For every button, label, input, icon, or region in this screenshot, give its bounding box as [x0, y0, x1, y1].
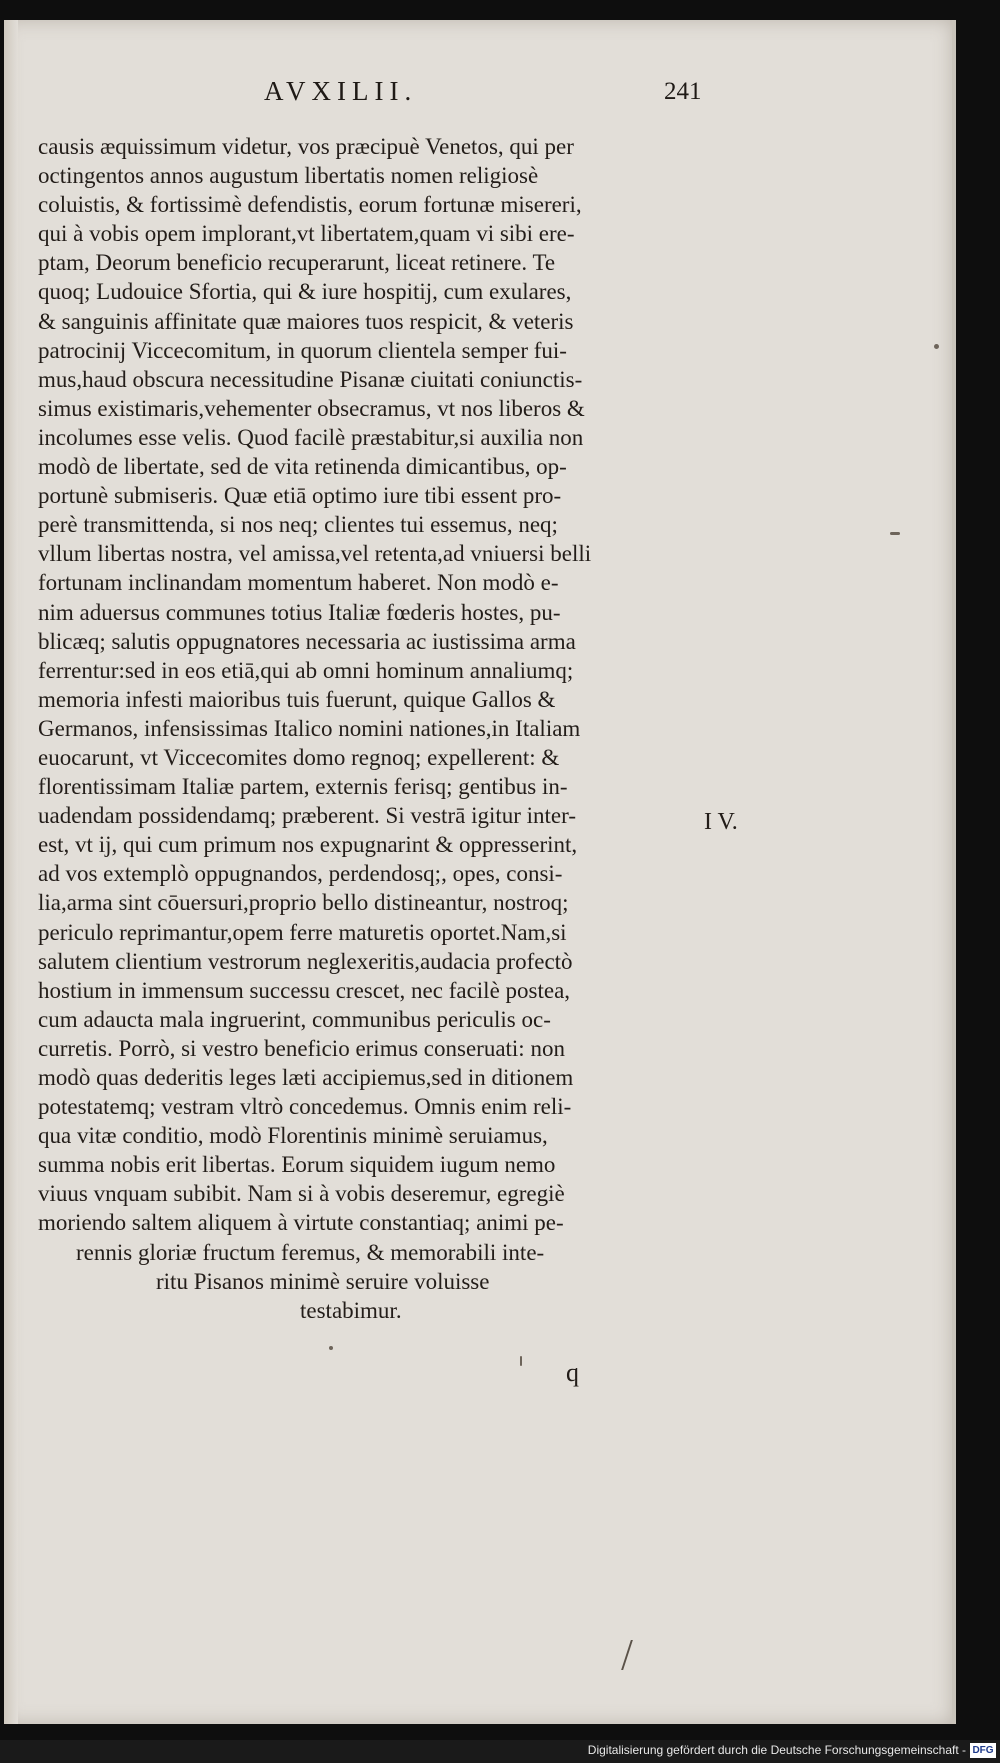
- text-line: potestatemq; vestram vltrò concedemus. Omnis enim reli-: [38, 1094, 572, 1120]
- ink-speck: [890, 532, 900, 535]
- text-line: vllum libertas nostra, vel amissa,vel retenta,ad vniuersi belli: [38, 541, 592, 567]
- text-line: mus,haud obscura necessitudine Pisanæ ciuitati coniunctis-: [38, 366, 583, 392]
- text-line: ferrentur:sed in eos etiā,qui ab omni hominum annaliumq;: [38, 657, 574, 683]
- text-line: modò de libertate, sed de vita retinenda dimicantibus, op-: [38, 454, 567, 480]
- text-line: periculo reprimantur,opem ferre maturetis oportet.Nam,si: [38, 919, 567, 945]
- text-line: qua vitæ conditio, modò Florentinis minimè seruiamus,: [38, 1123, 548, 1149]
- text-line: moriendo saltem aliquem à virtute constantiaq; animi pe-: [38, 1210, 564, 1236]
- running-head-title: AVXILII.: [264, 76, 418, 106]
- text-line: coluistis, & fortissimè defendistis, eorum fortunæ misereri,: [38, 192, 582, 218]
- ink-speck: [329, 1346, 333, 1350]
- signature-mark: q: [566, 1358, 579, 1387]
- text-line: ad vos extemplò oppugnandos, perdendosq;, opes, consi-: [38, 861, 563, 887]
- text-line-indented: ritu Pisanos minimè seruire voluisse: [156, 1268, 490, 1294]
- text-line: euocarunt, vt Viccecomites domo regnoq; expellerent: &: [38, 744, 560, 770]
- text-line: quoq; Ludouice Sfortia, qui & iure hospitij, cum exulares,: [38, 279, 572, 305]
- text-line: hostium in immensum successu crescet, nec facilè postea,: [38, 977, 571, 1003]
- text-line: causis æquissimum videtur, vos præcipuè Venetos, qui per: [38, 134, 574, 159]
- text-line: qui à vobis opem implorant,vt libertatem,quam vi sibi ere-: [38, 221, 575, 247]
- text-line: est, vt ij, qui cum primum nos expugnarint & oppresserint,: [38, 832, 578, 858]
- text-line: ptam, Deorum beneficio recuperarunt, liceat retinere. Te: [38, 250, 556, 276]
- text-line: portunè submiseris. Quæ etiā optimo iure tibi essent pro-: [38, 483, 562, 509]
- body-text: [38, 132, 718, 1325]
- book-page: [4, 20, 956, 1724]
- text-line: summa nobis erit libertas. Eorum siquidem iugum nemo: [38, 1152, 556, 1178]
- dfg-logo: DFG: [970, 1743, 996, 1758]
- text-line: octingentos annos augustum libertatis nomen religiosè: [38, 163, 539, 189]
- text-line: cum adaucta mala ingruerint, communibus periculis oc-: [38, 1006, 551, 1032]
- text-line: viuus vnquam subibit. Nam si à vobis deseremur, egregiè: [38, 1181, 565, 1207]
- page-gutter-shadow: [4, 20, 18, 1724]
- text-line: curretis. Porrò, si vestro beneficio erimus conseruati: non: [38, 1035, 565, 1061]
- text-line: patrocinij Viccecomitum, in quorum clientela semper fui-: [38, 337, 567, 363]
- text-line: nim aduersus communes totius Italiæ fœderis hostes, pu-: [38, 599, 561, 625]
- text-line: modò quas dederitis leges læti accipiemus,sed in ditionem: [38, 1065, 574, 1090]
- running-head: [4, 76, 952, 116]
- footer-credit-text: Digitalisierung gefördert durch die Deutsche Forschungsgemeinschaft -: [587, 1743, 966, 1757]
- text-line: blicæq; salutis oppugnatores necessaria ac iustissima arma: [38, 628, 576, 654]
- text-line: perè transmittenda, si nos neq; clientes tui essemus, neq;: [38, 512, 558, 538]
- text-line: Germanos, infensissimas Italico nomini nationes,in Italiam: [38, 715, 581, 741]
- text-line: simus existimaris,vehementer obsecramus, vt nos liberos &: [38, 395, 585, 421]
- text-line: fortunam inclinandam momentum haberet. Non modò e-: [38, 570, 559, 596]
- text-line: incolumes esse velis. Quod facilè præstabitur,si auxilia non: [38, 424, 584, 450]
- text-line-centered: testabimur.: [300, 1297, 402, 1323]
- ink-speck: [934, 344, 939, 349]
- text-line: lia,arma sint cōuersuri,proprio bello distineantur, nostroq;: [38, 890, 569, 916]
- text-line: uadendam possidendamq; præberent. Si vestrā igitur inter-: [38, 803, 576, 829]
- text-line-indented: rennis gloriæ fructum feremus, & memorabili inte-: [76, 1239, 545, 1265]
- ink-stroke: [603, 1640, 633, 1670]
- digitization-footer: [0, 1740, 1000, 1763]
- text-line: florentissimam Italiæ partem, externis ferisq; gentibus in-: [38, 774, 568, 800]
- margin-note: I V.: [704, 809, 738, 835]
- text-line: salutem clientium vestrorum neglexeritis,audacia profectò: [38, 948, 573, 974]
- text-line: memoria infesti maioribus tuis fuerunt, quique Gallos &: [38, 686, 556, 712]
- text-line: & sanguinis affinitate quæ maiores tuos respicit, & veteris: [38, 308, 574, 334]
- page-number: 241: [664, 78, 702, 105]
- ink-speck: [520, 1356, 522, 1366]
